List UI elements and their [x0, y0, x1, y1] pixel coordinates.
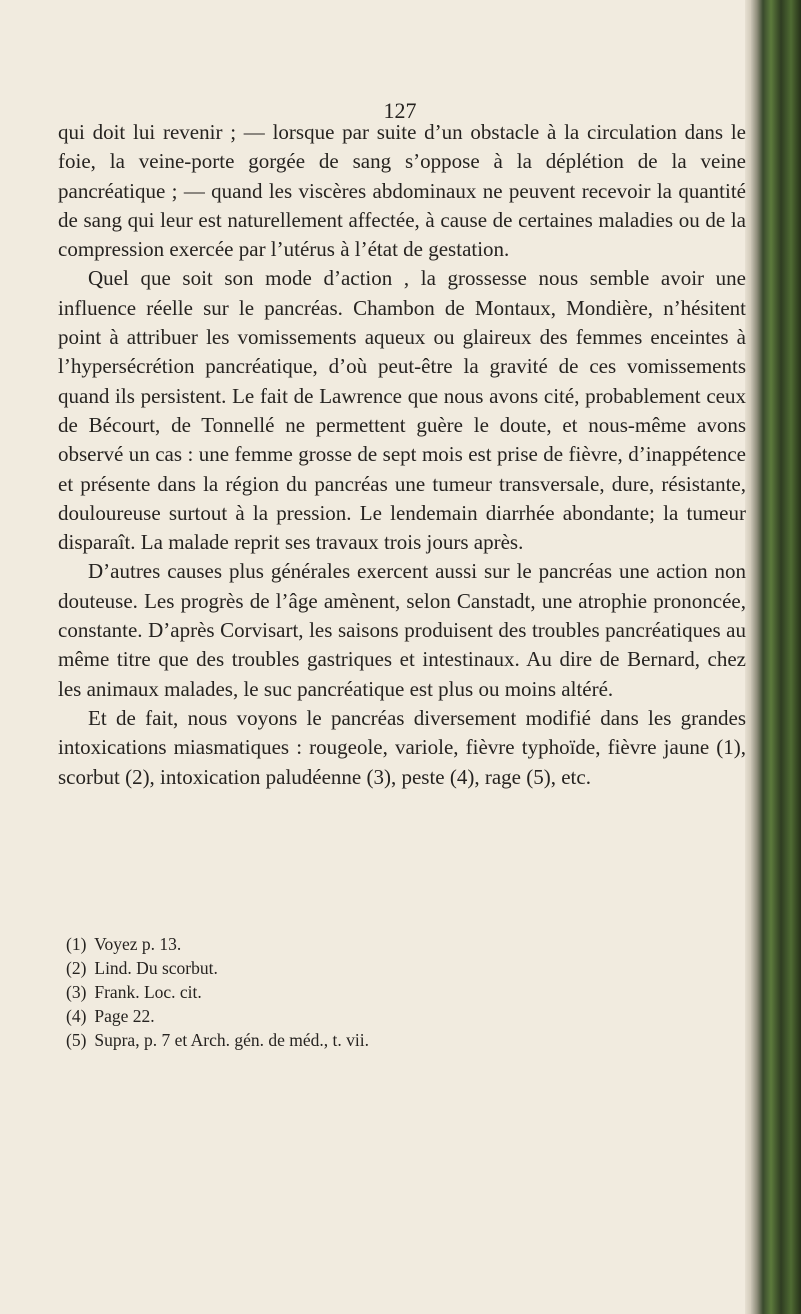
footnote: [66, 1028, 746, 1052]
body-text: [58, 118, 746, 792]
footnote-text: Frank. Loc. cit.: [94, 982, 202, 1002]
footnote-number: (2): [66, 958, 87, 978]
footnotes: [66, 932, 746, 1052]
footnote: [66, 932, 746, 956]
page-number: 127: [383, 98, 417, 123]
footnote-number: (3): [66, 982, 87, 1002]
footnote-text: Voyez p. 13.: [94, 934, 182, 954]
footnote: [66, 1004, 746, 1028]
footnote: [66, 956, 746, 980]
footnote-text: Lind. Du scorbut.: [94, 958, 218, 978]
paragraph-4: Et de fait, nous voyons le pancréas diversement modifié dans les grandes intoxications miasmatiques : rougeole, variole, fièvre typhoïde, fièvre jaune (1), scorbut (2), intoxication paludéenne (3), peste (4), rage (5), etc.: [58, 705, 746, 789]
paragraph-2: Quel que soit son mode d’action , la grossesse nous semble avoir une influence réelle sur le pancréas. Chambon de Montaux, Mondière, n’hésitent point à attribuer les vomissements aqueux ou glaireux des femmes enceintes à l’hypersécrétion pancréatique, d’où peut-être la gravité de ces vomissements quand ils persistent. Le fait de Lawrence que nous avons cité, probablement ceux de Bécourt, de Tonnellé ne permettent guère le doute, et nous-même avons observé un cas : une femme grosse de sept mois est prise de fièvre, d’inappétence et présente dans la région du pancréas une tumeur transversale, dure, résistante, douloureuse surtout à la pression. Le lendemain diarrhée abondante; la tumeur disparaît. La malade reprit ses travaux trois jours après.: [58, 266, 746, 555]
paragraph-1: qui doit lui revenir ; — lorsque par suite d’un obstacle à la circulation dans le foie, la veine-porte gorgée de sang s’oppose à la déplétion de la veine pancréatique ; — quand les viscères abdominaux ne peuvent recevoir la quantité de sang qui leur est naturellement affectée, à cause de certaines maladies ou de la compression exercée par l’utérus à l’état de gestation.: [58, 120, 746, 262]
footnote-text: Supra, p. 7 et Arch. gén. de méd., t. vii.: [94, 1030, 369, 1050]
footnote-number: (4): [66, 1006, 87, 1026]
book-binding: [751, 0, 801, 1314]
footnote: [66, 980, 746, 1004]
footnote-number: (5): [66, 1030, 87, 1050]
paragraph-3: D’autres causes plus générales exercent aussi sur le pancréas une action non douteuse. Les progrès de l’âge amènent, selon Canstadt, une atrophie prononcée, constante. D’après Corvisart, les saisons produisent des troubles pancréatiques au même titre que des troubles gastriques et intestinaux. Au dire de Bernard, chez les animaux malades, le suc pancréatique est plus ou moins altéré.: [58, 559, 746, 701]
footnote-text: Page 22.: [94, 1006, 155, 1026]
footnote-number: (1): [66, 934, 87, 954]
